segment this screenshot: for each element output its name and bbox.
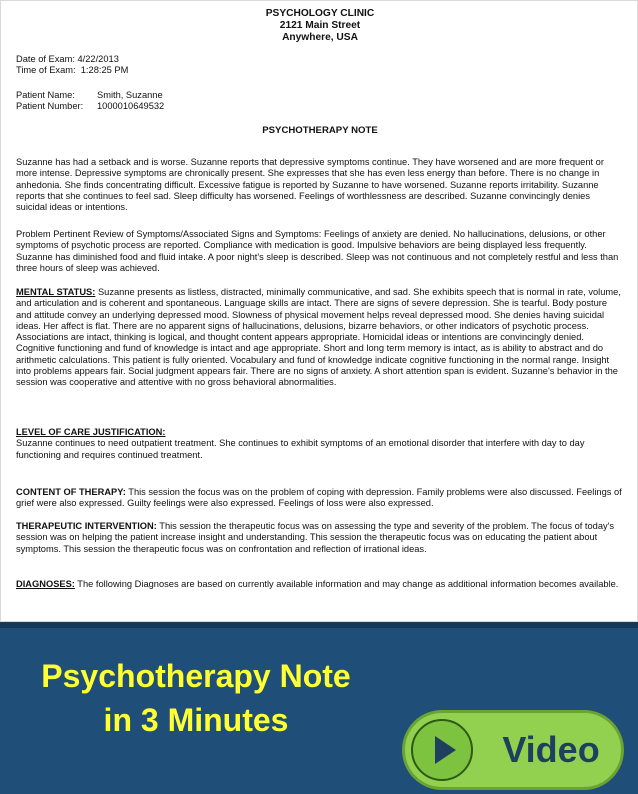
diagnoses-section [16,579,622,590]
diagnoses-text: The following Diagnoses are based on currently available information and may change as additional information becomes available. [74,579,619,589]
patient-info [16,90,164,113]
patient-name-label: Patient Name: [16,90,75,100]
video-button[interactable] [402,710,624,790]
content-of-therapy-header: CONTENT OF THERAPY: [16,487,126,497]
level-of-care-header: LEVEL OF CARE JUSTIFICATION: [16,427,166,437]
patient-number-row [16,101,164,112]
play-triangle-icon [413,721,471,779]
symptom-review-paragraph: Problem Pertinent Review of Symptoms/Associated Signs and Symptoms: Feelings of anxiety are denied. No hallucinations, delusions, or other symptoms of psychotic process are reported. Compliance with medication is good. Impulsive behaviors are being displayed less frequently. Suzanne has diminished food and fluid intake. A poor night's sleep is described. Sleep was not continuous and not completely restful and less than three hours of sleep was achieved. [16,229,619,273]
clinic-header [1,8,638,43]
intro-paragraph: Suzanne has had a setback and is worse. Suzanne reports that depressive symptoms continue. They have worsened and are more frequent or more intense. Depressive symptoms are chronically present. She expresses that she has even less energy than before. There is no change in anhedonia. She finds concentrating difficult. Excessive fatigue is reported by Suzanne to have worsened. Suzanne reports irritability. Suzanne reports that she continues to feel sad. Sleep difficulty has worsened. Feelings of worthlessness are described. Suzanne convincingly denies suicidal ideas or intentions. [16,157,604,213]
content-of-therapy-section [16,487,622,510]
exam-info [16,54,128,77]
clinic-name: PSYCHOLOGY CLINIC [265,8,375,19]
exam-time-row [16,65,128,76]
clinic-street: 2121 Main Street [279,19,361,31]
exam-date-value: 4/22/2013 [77,54,119,64]
banner-title [4,654,388,742]
mental-status-section [16,287,622,389]
patient-name-value: Smith, Suzanne [97,90,163,100]
diagnoses-header: DIAGNOSES: [16,579,75,589]
level-of-care-text: Suzanne continues to need outpatient treatment. She continues to exhibit symptoms of an emotional disorder that interfere with day to day functioning and requires continued treatment. [16,438,585,460]
mental-status-header: MENTAL STATUS: [16,287,96,297]
exam-time-label: Time of Exam: [16,65,76,76]
note-title: PSYCHOTHERAPY NOTE [262,125,378,136]
patient-number-label: Patient Number: [16,101,84,112]
exam-time-value: 1:28:25 PM [80,65,129,76]
banner-title-line2: in 3 Minutes [103,702,289,738]
patient-name-row [16,90,164,101]
video-banner [0,622,638,794]
patient-number-value: 1000010649532 [97,101,165,112]
therapeutic-intervention-header: THERAPEUTIC INTERVENTION: [16,521,157,531]
content-of-therapy-text: This session the focus was on the problem of coping with depression. Family problems were also discussed. Feelings of grief were also expressed. Guilty feelings were also expressed. Feelings of loss were also expressed. [16,487,622,509]
level-of-care-section [16,427,622,461]
banner-title-line1: Psychotherapy Note [41,658,351,694]
mental-status-text: Suzanne presents as listless, distracted, minimally communicative, and sad. She exhibits speech that is normal in rate, volume, and articulation and is coherent and spontaneous. Language skills are intact. There are signs of severe depression. She is tearful. Body posture and attitude convey an underlying depressed mood. Slowness of physical movement helps reveal depressed mood. She denies having suicidal ideas. Her affect is flat. There are no apparent signs of hallucinations, delusions, bizarre behaviors, or other indicators of psychotic process. Associations are intact, thinking is logical, and thought content appears appropriate. Homicidal ideas or intentions are convincingly denied. Cognitive functioning and fund of knowledge is intact and age appropriate. Short and long term memory is intact, as is ability to abstract and do arithmetic calculations. This patient is fully oriented. Vocabulary and fund of knowledge indicate cognitive functioning in the normal range. Insight into problems appears fair. Social judgment appears fair. There are no signs of anxiety. A short attention span is evident. Suzanne's behavior in the session was cooperative and attentive with no gross behavioral abnormalities. [16,287,621,388]
exam-date-label: Date of Exam: [16,54,75,64]
play-icon[interactable] [411,719,473,781]
exam-date-row [16,54,128,65]
clinic-city: Anywhere, USA [282,31,358,43]
therapeutic-intervention-text: This session the therapeutic focus was on assessing the type and severity of the problem. The focus of today's session was on helping the patient increase insight and understanding. This session the therapeutic focus was on educating the patient about symptoms. This session the therapeutic focus was on confrontation and reflection of irrational ideas. [16,521,615,554]
video-label[interactable]: Video [502,729,600,770]
therapeutic-intervention-section [16,521,622,555]
